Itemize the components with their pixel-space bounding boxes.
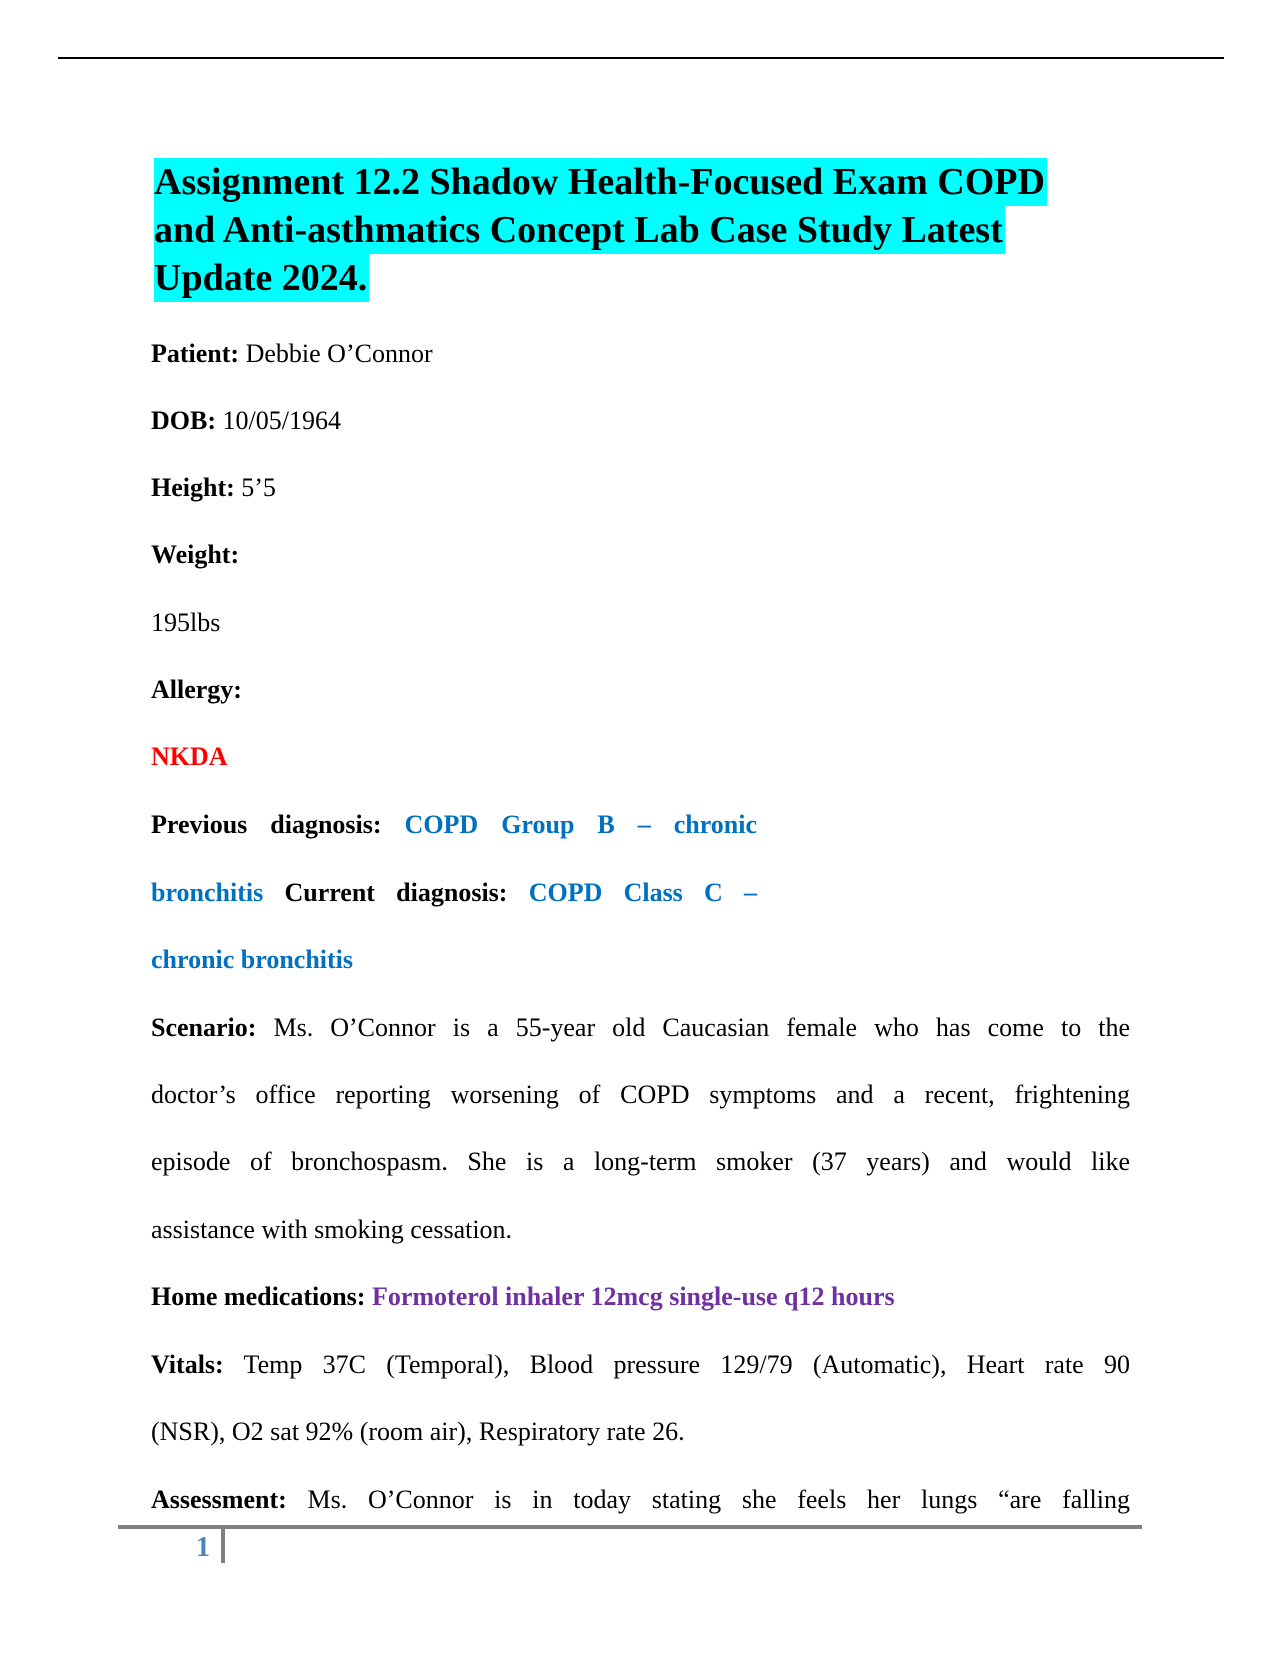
- dob-value: 10/05/1964: [216, 406, 341, 435]
- home-medications-value: Formoterol inhaler 12mcg single-use q12 hours: [371, 1282, 895, 1311]
- scenario-label: Scenario:: [151, 1013, 257, 1042]
- scenario-text-1: Ms. O’Connor is a 55-year old Caucasian female who has come to the: [256, 1013, 1130, 1042]
- header-rule: [58, 57, 1224, 59]
- assessment-label: Assessment:: [151, 1485, 287, 1514]
- current-diagnosis-label: Current diagnosis:: [284, 878, 508, 907]
- patient-value: Debbie O’Connor: [239, 339, 433, 368]
- weight-value: 195lbs: [151, 608, 221, 637]
- scenario-line-1: [151, 1011, 1130, 1045]
- height-line: [151, 471, 276, 505]
- vitals-text-2: (NSR), O2 sat 92% (room air), Respiratory rate 26.: [151, 1417, 685, 1446]
- current-diagnosis-value: COPD Class C –: [528, 878, 758, 907]
- home-medications-label: Home medications:: [151, 1282, 366, 1311]
- weight-label-line: [151, 538, 239, 572]
- patient-line: [151, 337, 433, 371]
- footer-rule: [118, 1525, 1142, 1529]
- vitals-line-2: [151, 1415, 685, 1449]
- allergy-value: NKDA: [151, 742, 228, 771]
- scenario-text-2: doctor’s office reporting worsening of COPD symptoms and a recent, frightening: [151, 1080, 1130, 1109]
- weight-value-line: [151, 606, 220, 640]
- title-line-2: and Anti-asthmatics Concept Lab Case Study Latest: [154, 206, 1005, 254]
- home-medications-line: [151, 1280, 895, 1314]
- allergy-label-line: [151, 673, 242, 707]
- assessment-text: Ms. O’Connor is in today stating she feels her lungs “are falling: [286, 1485, 1130, 1514]
- current-diagnosis-line: [151, 876, 757, 910]
- previous-diagnosis-value-cont: bronchitis: [151, 878, 264, 907]
- height-label: Height:: [151, 473, 235, 502]
- scenario-text-4: assistance with smoking cessation.: [151, 1215, 513, 1244]
- allergy-value-line: [151, 740, 228, 774]
- title-line-3: Update 2024.: [154, 254, 369, 302]
- scenario-line-2: [151, 1078, 1130, 1112]
- previous-diagnosis-line: [151, 808, 757, 842]
- weight-label: Weight:: [151, 540, 240, 569]
- dob-line: [151, 404, 341, 438]
- current-diagnosis-value-cont: chronic bronchitis: [151, 945, 354, 974]
- page-number: 1: [196, 1532, 210, 1563]
- height-value: 5’5: [234, 473, 276, 502]
- title-line-1: Assignment 12.2 Shadow Health-Focused Exam COPD: [154, 158, 1047, 206]
- current-diagnosis-cont-line: [151, 943, 353, 977]
- scenario-text-3: episode of bronchospasm. She is a long-term smoker (37 years) and would like: [151, 1147, 1130, 1176]
- document-title: [154, 158, 1154, 302]
- allergy-label: Allergy:: [151, 675, 242, 704]
- previous-diagnosis-value: COPD Group B – chronic: [404, 810, 758, 839]
- dob-label: DOB:: [151, 406, 216, 435]
- previous-diagnosis-label: Previous diagnosis:: [151, 810, 382, 839]
- vitals-line-1: [151, 1348, 1130, 1382]
- footer-divider: [221, 1527, 225, 1563]
- scenario-line-4: [151, 1213, 512, 1247]
- vitals-label: Vitals:: [151, 1350, 224, 1379]
- vitals-text-1: Temp 37C (Temporal), Blood pressure 129/79 (Automatic), Heart rate 90: [223, 1350, 1130, 1379]
- scenario-line-3: [151, 1145, 1130, 1179]
- patient-label: Patient:: [151, 339, 240, 368]
- assessment-line: [151, 1483, 1130, 1517]
